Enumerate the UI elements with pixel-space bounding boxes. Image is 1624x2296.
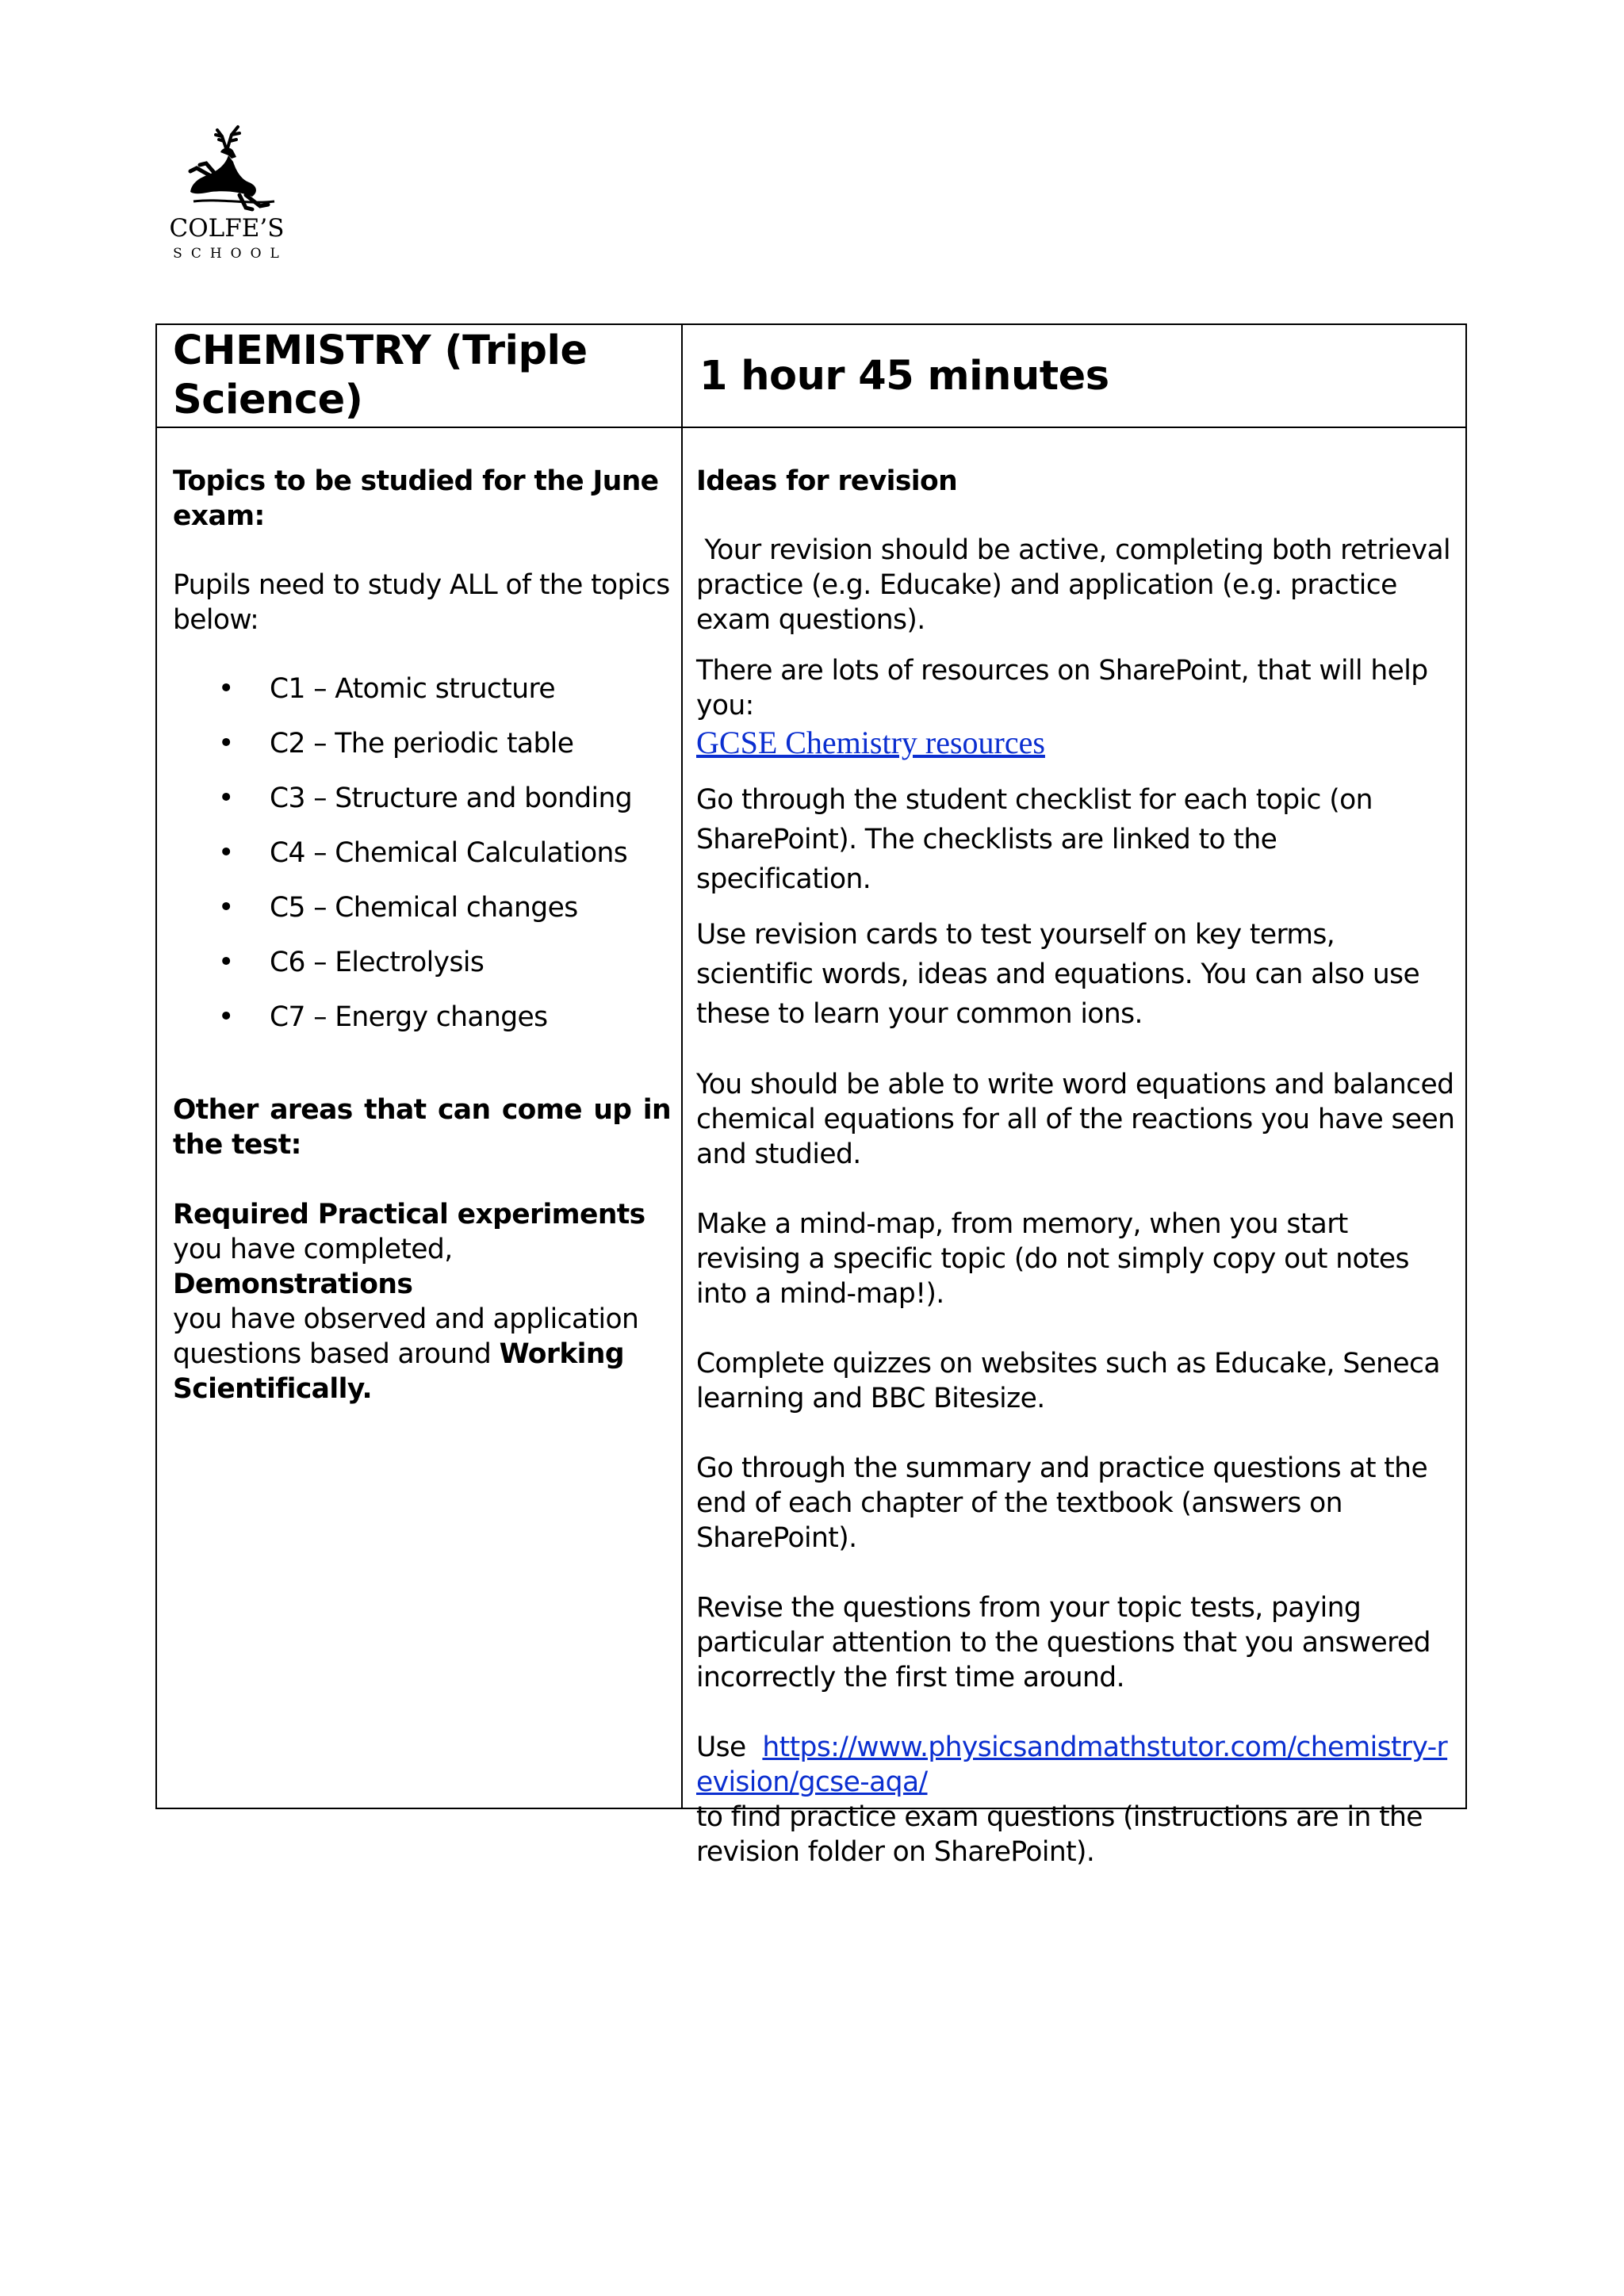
- revision-para-active: Your revision should be active, completing both retrieval practice (e.g. Educake) and application (e.g. practice exam questions).: [696, 534, 1459, 636]
- logo-name: COLFE’S: [169, 214, 285, 243]
- list-item: • C1 – Atomic structure: [218, 673, 555, 705]
- bullet-icon: •: [218, 837, 234, 869]
- revision-para-textbook: Go through the summary and practice questions at the end of each chapter of the textbook (answers on SharePoint).: [696, 1452, 1428, 1554]
- revision-para-topic-tests: Revise the questions from your topic tests, paying particular attention to the questions that you answered incorrectly the first time around.: [696, 1592, 1431, 1693]
- revision-para-cards: Use revision cards to test yourself on key terms, scientific words, ideas and equations. You can also use these to learn your common ions.: [696, 919, 1420, 1030]
- row-divider: [157, 427, 1465, 428]
- bullet-icon: •: [218, 728, 234, 760]
- bullet-icon: •: [218, 1001, 234, 1033]
- bullet-icon: •: [218, 947, 234, 978]
- logo-subtitle: SCHOOL: [173, 246, 288, 262]
- other-areas-heading-end: the test:: [173, 1129, 301, 1161]
- list-item: • C2 – The periodic table: [218, 728, 574, 760]
- revision-ideas-cell: [696, 464, 1457, 1869]
- topics-cell: [173, 464, 671, 1406]
- bullet-icon: •: [218, 673, 234, 705]
- other-areas-heading: Other areas that can come up in: [173, 1094, 671, 1126]
- bullet-icon: •: [218, 892, 234, 924]
- list-item: • C6 – Electrolysis: [218, 947, 485, 978]
- revision-para-checklist: Go through the student checklist for each topic (on SharePoint). The checklists are linked to the specification.: [696, 784, 1373, 895]
- physics-maths-tutor-link[interactable]: https://www.physicsandmathstutor.com/chemistry-revision/gcse-aqa/: [696, 1732, 1448, 1798]
- list-item: • C7 – Energy changes: [218, 1001, 548, 1033]
- topics-intro: Pupils need to study ALL of the topics below:: [173, 569, 670, 636]
- exam-duration: 1 hour 45 minutes: [699, 352, 1109, 400]
- list-item: • C3 – Structure and bonding: [218, 783, 633, 814]
- topics-heading: Topics to be studied for the June exam:: [173, 465, 659, 532]
- stag-icon: [163, 119, 290, 212]
- revision-para-pmt: Use https://www.physicsandmathstutor.com/chemistry-revision/gcse-aqa/: [696, 1732, 1448, 1798]
- revision-para-resources: There are lots of resources on SharePoint, that will help you:: [696, 655, 1428, 721]
- revision-para-equations: You should be able to write word equations and balanced chemical equations for all of the reactions you have seen and studied.: [696, 1069, 1455, 1170]
- practical-paragraph: Required Practical experiments you have completed, Demonstrations you have observed and application questions based around Working Scientifically.: [173, 1199, 645, 1405]
- subject-title: CHEMISTRY (Triple Science): [173, 327, 588, 423]
- list-item: • C4 – Chemical Calculations: [218, 837, 628, 869]
- revision-heading: Ideas for revision: [696, 465, 958, 497]
- revision-table: [155, 323, 1467, 1868]
- revision-para-quizzes: Complete quizzes on websites such as Educake, Seneca learning and BBC Bitesize.: [696, 1348, 1440, 1414]
- revision-para-mindmap: Make a mind-map, from memory, when you start revising a specific topic (do not simply copy out notes into a mind-map!).: [696, 1208, 1409, 1310]
- school-logo: [163, 119, 290, 274]
- gcse-chemistry-resources-link[interactable]: GCSE Chemistry resources: [696, 725, 1045, 760]
- list-item: • C5 – Chemical changes: [218, 892, 578, 924]
- column-divider: [681, 325, 683, 1808]
- bullet-icon: •: [218, 783, 234, 814]
- revision-para-instructions: to find practice exam questions (instructions are in the revision folder on SharePoint).: [696, 1801, 1423, 1868]
- topics-list: [173, 672, 671, 1054]
